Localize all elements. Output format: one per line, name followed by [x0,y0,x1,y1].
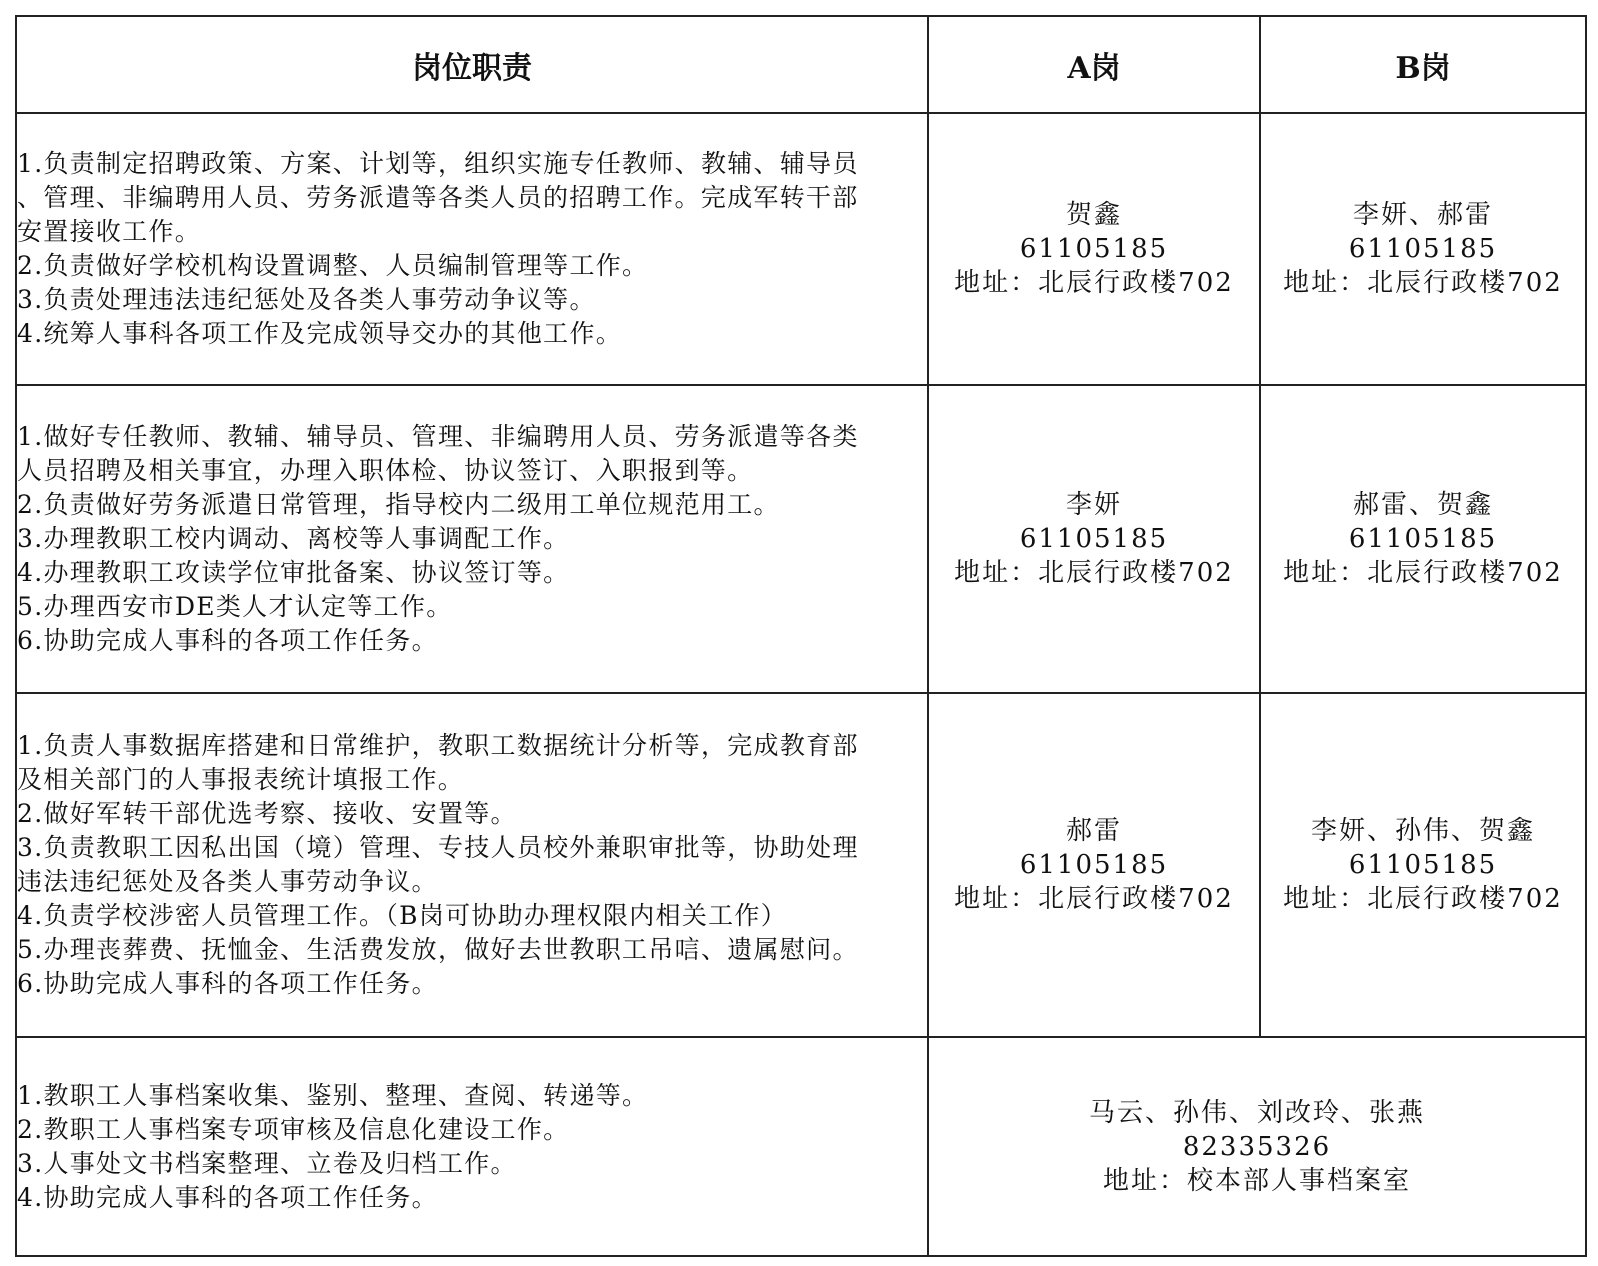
duty-line: 5.办理丧葬费、抚恤金、生活费发放，做好去世教职工吊唁、遗属慰问。 [17,935,859,964]
header-duty: 岗位职责 [16,16,928,113]
contact-phone: 61105185 [1348,234,1498,264]
duty-line: 5.办理西安市DE类人才认定等工作。 [17,592,453,621]
contact-phone: 61105185 [1348,850,1498,880]
contact-address: 地址：北辰行政楼702 [1283,268,1563,298]
b-post-contact [1260,693,1586,1037]
duty-line: 3.办理教职工校内调动、离校等人事调配工作。 [17,524,570,553]
duties-cell [16,385,928,693]
contact-name: 李妍、孙伟、贺鑫 [1310,816,1535,846]
duty-line: 6.协助完成人事科的各项工作任务。 [17,626,438,655]
header-a-post: A岗 [928,16,1260,113]
contact-name: 郝雷 [1065,816,1122,846]
duty-line: 1.负责人事数据库搭建和日常维护，教职工数据统计分析等，完成教育部 [17,731,859,760]
duty-line: 人员招聘及相关事宜，办理入职体检、协议签订、入职报到等。 [17,456,754,485]
duty-line: 2.教职工人事档案专项审核及信息化建设工作。 [17,1114,570,1144]
duty-line: 3.人事处文书档案整理、立卷及归档工作。 [17,1148,517,1178]
b-post-contact [1260,385,1586,693]
contact-name: 李妍 [1065,490,1122,520]
duty-line: 2.做好军转干部优选考察、接收、安置等。 [17,799,517,828]
duties-cell [16,113,928,385]
duty-line: 、管理、非编聘用人员、劳务派遣等各类人员的招聘工作。完成军转干部 [17,183,859,212]
a-post-contact [928,693,1260,1037]
duty-line: 违法违纪惩处及各类人事劳动争议。 [17,867,438,896]
duty-line: 3.负责教职工因私出国（境）管理、专技人员校外兼职审批等，协助处理 [17,833,859,862]
duty-line: 4.办理教职工攻读学位审批备案、协议签订等。 [17,558,570,587]
contact-name: 贺鑫 [1065,200,1122,230]
header-b-post: B岗 [1260,16,1586,113]
contact-address: 地址：校本部人事档案室 [1102,1165,1411,1196]
table-header-row [16,16,1586,113]
contact-phone: 61105185 [1019,850,1169,880]
duty-line: 3.负责处理违法违纪惩处及各类人事劳动争议等。 [17,285,596,314]
contact-phone: 61105185 [1019,234,1169,264]
duties-cell [16,693,928,1037]
duty-line: 1.负责制定招聘政策、方案、计划等，组织实施专任教师、教辅、辅导员 [17,149,859,178]
contact-phone: 82335326 [1182,1131,1332,1162]
duty-line: 2.负责做好劳务派遣日常管理，指导校内二级用工单位规范用工。 [17,490,780,519]
contact-name: 马云、孙伟、刘改玲、张燕 [1088,1097,1425,1128]
table-row [16,1037,1586,1256]
contact-phone: 61105185 [1019,524,1169,554]
shared-post-contact [928,1037,1586,1256]
duty-line: 1.教职工人事档案收集、鉴别、整理、查阅、转递等。 [17,1080,649,1110]
contact-phone: 61105185 [1348,524,1498,554]
duty-assignment-table [15,15,1587,1257]
duty-line: 4.协助完成人事科的各项工作任务。 [17,1182,438,1212]
contact-address: 地址：北辰行政楼702 [954,884,1234,914]
duty-line: 安置接收工作。 [17,217,202,246]
duty-line: 1.做好专任教师、教辅、辅导员、管理、非编聘用人员、劳务派遣等各类 [17,422,859,451]
duty-line: 2.负责做好学校机构设置调整、人员编制管理等工作。 [17,251,649,280]
contact-address: 地址：北辰行政楼702 [954,268,1234,298]
duty-line: 6.协助完成人事科的各项工作任务。 [17,969,438,998]
table-row [16,113,1586,385]
b-post-contact [1260,113,1586,385]
contact-address: 地址：北辰行政楼702 [1283,884,1563,914]
contact-address: 地址：北辰行政楼702 [954,558,1234,588]
contact-address: 地址：北辰行政楼702 [1283,558,1563,588]
contact-name: 李妍、郝雷 [1352,200,1493,230]
a-post-contact [928,385,1260,693]
duty-line: 4.负责学校涉密人员管理工作。（B岗可协助办理权限内相关工作） [17,901,788,930]
duty-line: 及相关部门的人事报表统计填报工作。 [17,765,465,794]
duty-line: 4.统筹人事科各项工作及完成领导交办的其他工作。 [17,319,623,348]
contact-name: 郝雷、贺鑫 [1352,490,1493,520]
table-row [16,693,1586,1037]
table-row [16,385,1586,693]
duties-cell [16,1037,928,1256]
a-post-contact [928,113,1260,385]
